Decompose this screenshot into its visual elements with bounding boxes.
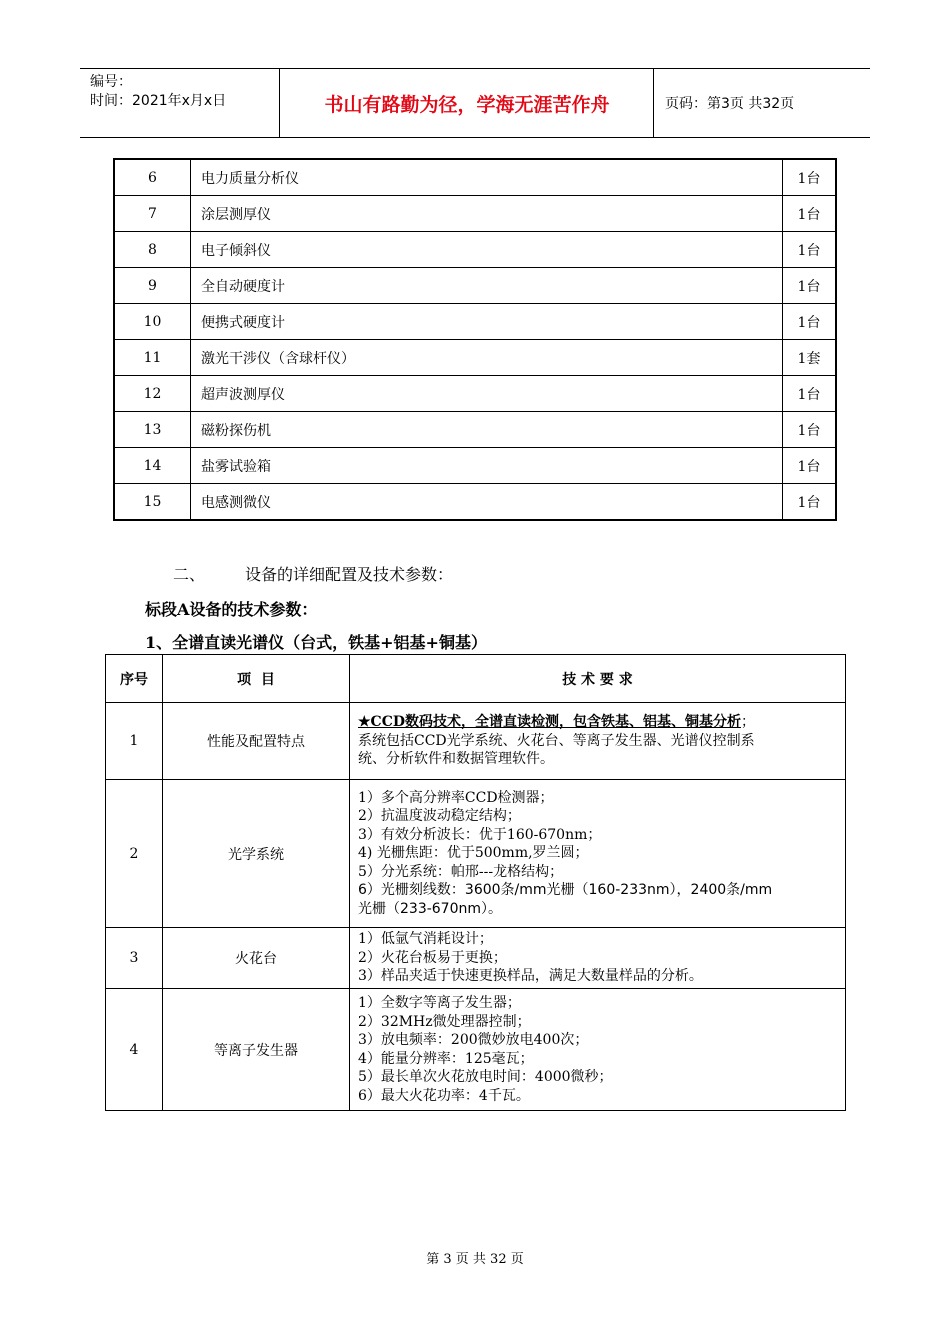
spec-table <box>105 654 846 1111</box>
requirement-cell <box>350 780 846 928</box>
row-number: 4 <box>106 989 163 1111</box>
page-header <box>80 68 870 138</box>
equipment-name: 超声波测厚仪 <box>191 376 783 412</box>
row-number: 14 <box>114 448 191 484</box>
requirement-line: 6）光栅刻线数：3600条/mm光栅（160-233nm），2400条/mm <box>358 882 773 899</box>
row-number: 8 <box>114 232 191 268</box>
equipment-qty: 1台 <box>783 376 837 412</box>
requirement-line: ； <box>740 714 755 731</box>
row-number: 1 <box>106 703 163 780</box>
item-name: 光学系统 <box>163 780 350 928</box>
requirement-line: 2）抗温度波动稳定结构； <box>358 808 521 825</box>
requirement-line: 光栅（233-670nm）。 <box>358 900 503 917</box>
row-number: 3 <box>106 928 163 989</box>
col-header-no: 序号 <box>106 655 163 703</box>
table-row <box>114 159 836 196</box>
equipment-qty: 1台 <box>783 159 837 196</box>
row-number: 9 <box>114 268 191 304</box>
section-heading: 设备的详细配置及技术参数： <box>245 565 454 584</box>
equipment-name: 激光干涉仪（含球杆仪） <box>191 340 783 376</box>
item-title: 1、全谱直读光谱仪（台式，铁基+铝基+铜基） <box>145 633 487 652</box>
header-motto: 书山有路勤为径，学海无涯苦作舟 <box>281 69 654 137</box>
section-heading-number: 二、 <box>173 565 206 584</box>
row-number: 12 <box>114 376 191 412</box>
page-footer: 第 3 页 共 32 页 <box>426 1252 524 1267</box>
equipment-qty: 1台 <box>783 304 837 340</box>
table-row <box>114 304 836 340</box>
row-number: 11 <box>114 340 191 376</box>
sub-heading: 标段A设备的技术参数： <box>145 600 318 619</box>
requirement-line: 1）全数字等离子发生器； <box>358 995 521 1011</box>
equipment-name: 磁粉探伤机 <box>191 412 783 448</box>
requirement-line: 2）32MHz微处理器控制； <box>358 1013 531 1030</box>
col-header-item: 项 目 <box>163 655 350 703</box>
requirement-cell <box>350 989 846 1111</box>
number-label: 编号： <box>90 74 132 90</box>
requirement-line: 4) 光栅焦距：优于500mm,罗兰圆； <box>358 845 589 862</box>
col-header-requirement: 技 术 要 求 <box>350 655 846 703</box>
item-name: 等离子发生器 <box>163 989 350 1111</box>
header-meta <box>80 69 280 137</box>
requirement-line: 3）有效分析波长：优于160-670nm； <box>358 826 602 843</box>
requirement-cell <box>350 703 846 780</box>
row-number: 6 <box>114 159 191 196</box>
row-number: 15 <box>114 484 191 521</box>
table-row <box>106 928 846 989</box>
table-row <box>114 484 836 521</box>
row-number: 10 <box>114 304 191 340</box>
equipment-name: 涂层测厚仪 <box>191 196 783 232</box>
table-row <box>114 448 836 484</box>
equipment-qty: 1台 <box>783 268 837 304</box>
equipment-qty: 1台 <box>783 196 837 232</box>
table-row <box>114 268 836 304</box>
equipment-qty: 1套 <box>783 340 837 376</box>
requirement-line: 统、分析软件和数据管理软件。 <box>358 751 554 768</box>
requirement-line: 6）最大火花功率：4千瓦。 <box>358 1087 530 1104</box>
equipment-name: 便携式硬度计 <box>191 304 783 340</box>
requirement-line: 3）放电频率：200微妙放电400次； <box>358 1032 589 1048</box>
equipment-name: 电力质量分析仪 <box>191 159 783 196</box>
requirement-line: 1）低氩气消耗设计； <box>358 931 493 948</box>
requirement-cell <box>350 928 846 989</box>
table-row <box>114 232 836 268</box>
table-row <box>114 196 836 232</box>
requirement-line: 4）能量分辨率：125毫瓦； <box>358 1050 534 1067</box>
table-row <box>106 703 846 780</box>
requirement-line: 3）样品夹适于快速更换样品，满足大数量样品的分析。 <box>358 968 703 985</box>
table-row <box>106 780 846 928</box>
equipment-name: 电感测微仪 <box>191 484 783 521</box>
item-name: 性能及配置特点 <box>163 703 350 780</box>
requirement-line: 2）火花台板易于更换； <box>358 949 507 966</box>
equipment-name: 电子倾斜仪 <box>191 232 783 268</box>
equipment-qty: 1台 <box>783 412 837 448</box>
header-page-info: 页码：第3页 共32页 <box>665 96 795 112</box>
table-row <box>106 989 846 1111</box>
requirement-line: 5）最长单次火花放电时间：4000微秒； <box>358 1069 613 1085</box>
equipment-qty: 1台 <box>783 232 837 268</box>
table-header-row <box>106 655 846 703</box>
requirement-line: 5）分光系统：帕邢---龙格结构； <box>358 863 564 880</box>
requirement-line: 1）多个高分辨率CCD检测器； <box>358 789 554 806</box>
table-row <box>114 340 836 376</box>
item-name: 火花台 <box>163 928 350 989</box>
requirement-line: 系统包括CCD光学系统、火花台、等离子发生器、光谱仪控制系 <box>358 732 755 749</box>
highlight-requirement: ★CCD数码技术，全谱直读检测，包含铁基、铝基、铜基分析 <box>358 714 741 731</box>
time-label: 时间：2021年x月x日 <box>90 93 227 109</box>
table-row <box>114 412 836 448</box>
equipment-qty: 1台 <box>783 484 837 521</box>
equipment-name: 全自动硬度计 <box>191 268 783 304</box>
table-row <box>114 376 836 412</box>
equipment-qty: 1台 <box>783 448 837 484</box>
row-number: 13 <box>114 412 191 448</box>
row-number: 7 <box>114 196 191 232</box>
row-number: 2 <box>106 780 163 928</box>
equipment-list-table <box>113 158 837 521</box>
equipment-name: 盐雾试验箱 <box>191 448 783 484</box>
